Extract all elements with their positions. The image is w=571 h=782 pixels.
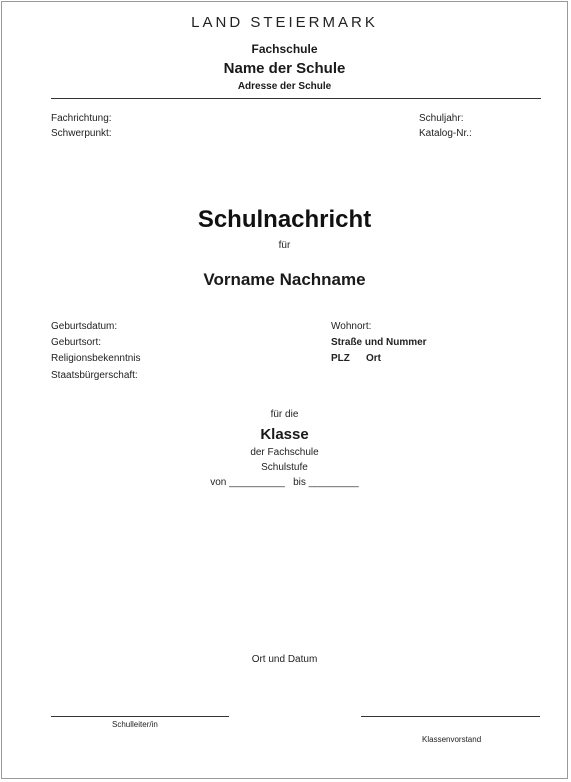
- bis-blank: _________: [308, 477, 359, 488]
- document-page: [1, 1, 568, 779]
- klasse-label: Klasse: [260, 426, 309, 443]
- school-name: Name der Schule: [223, 60, 346, 77]
- wohnort-label: Wohnort:: [331, 321, 372, 332]
- fachrichtung-label: Fachrichtung:: [51, 113, 112, 124]
- document-title: Schulnachricht: [197, 206, 372, 233]
- ort-und-datum: Ort und Datum: [251, 654, 318, 665]
- ort-value: Ort: [366, 353, 381, 364]
- student-name: Vorname Nachname: [203, 270, 366, 289]
- school-address: Adresse der Schule: [237, 81, 332, 92]
- katalog-label: Katalog-Nr.:: [419, 128, 472, 139]
- geburtsort-label: Geburtsort:: [51, 337, 102, 348]
- fachschule-text: der Fachschule: [250, 447, 319, 458]
- schwerpunkt-label: Schwerpunkt:: [51, 128, 112, 139]
- header-divider: [51, 98, 541, 99]
- plz-value: PLZ: [331, 353, 350, 364]
- bis-label: bis: [293, 477, 306, 488]
- period-row: [2, 477, 567, 488]
- religion-label: Religionsbekenntnis: [51, 353, 141, 364]
- schulleiter-label: Schulleiter/in: [112, 720, 158, 729]
- school-type: Fachschule: [251, 42, 318, 56]
- staatsbuergerschaft-label: Staatsbürgerschaft:: [51, 370, 138, 381]
- von-label: von: [210, 477, 227, 488]
- schulleiter-signature-line: [51, 716, 229, 717]
- klassenvorstand-label: Klassenvorstand: [422, 735, 482, 744]
- state-header: LAND STEIERMARK: [191, 14, 378, 31]
- street-value: Straße und Nummer: [331, 337, 427, 348]
- geburtsdatum-label: Geburtsdatum:: [51, 321, 118, 332]
- schuljahr-label: Schuljahr:: [419, 113, 464, 124]
- fuer-die-text: für die: [270, 409, 299, 420]
- klassenvorstand-signature-line: [361, 716, 540, 717]
- von-blank: __________: [229, 477, 285, 488]
- fuer-text: für: [278, 240, 291, 251]
- schulstufe-text: Schulstufe: [261, 462, 308, 473]
